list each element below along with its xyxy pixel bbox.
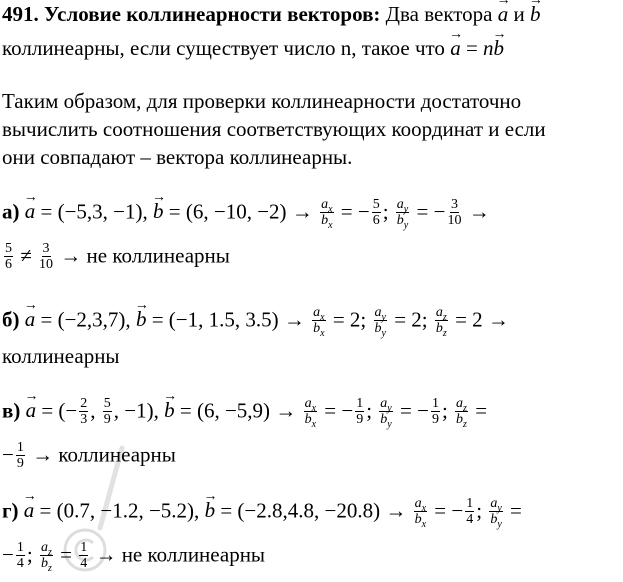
text-line [2,242,230,273]
denominator-var: b [435,321,443,336]
numerator: 1 [466,496,474,511]
text-run: и [508,2,530,26]
vector-symbol: → a [25,307,36,331]
subscript: x [328,219,333,231]
text-run: = − [319,398,354,423]
text-line [2,89,521,113]
text-run: = (−1, 1.5, 3.5) → [146,307,311,332]
vector-symbol: → b [494,36,505,60]
denominator-var: b [456,412,464,427]
fraction [312,305,325,339]
numerator: 5 [372,197,380,212]
denominator: 4 [80,556,88,571]
subscript: y [497,518,502,530]
text-run: = (6, −5,9) → [174,398,302,423]
text-run: → [463,199,490,224]
denominator [414,512,427,530]
numerator [374,305,387,321]
denominator: 9 [431,412,439,427]
subscript: z [47,562,52,574]
denominator: 6 [5,257,12,272]
vector-symbol: → b [530,2,541,26]
text-run: = 2; [327,307,372,332]
numeric-fraction [372,197,381,228]
numerator: 1 [16,540,24,555]
denominator [321,213,333,231]
subscript: y [381,311,386,323]
subscript: z [442,327,447,339]
denominator: 4 [16,556,24,571]
numerator-var: a [456,396,464,411]
text-run: = 2 → [449,307,509,332]
denominator-var: b [321,213,329,228]
numerator [489,496,502,512]
text-run: , [90,398,101,423]
vector-symbol: → a [25,199,36,223]
text-line [2,117,546,141]
numeric-fraction [447,197,461,228]
text-run: Два вектора [380,2,498,26]
subscript: z [47,546,52,558]
subscript: z [442,311,447,323]
text-line [2,344,120,368]
denominator: 9 [103,412,111,427]
denominator: 4 [466,512,474,527]
bold-label: г) [2,498,19,523]
denominator: 10 [447,213,462,228]
text-run: = − [394,398,429,423]
vector-symbol: → b [164,398,175,422]
denominator [380,412,392,430]
text-run: = [504,498,522,523]
text-line [2,441,176,472]
math-variable: n [483,36,494,60]
denominator [304,412,317,430]
numerator [379,396,392,412]
text-run: = (−2,3,7), [35,307,136,332]
numeric-fraction [79,396,88,427]
denominator: 3 [80,412,88,427]
numeric-fraction [4,241,13,272]
fraction [396,197,409,231]
numerator: 1 [431,396,439,411]
denominator-var: b [396,213,404,228]
text-run: , −1), [113,398,165,423]
numerator-var: a [490,496,498,511]
numerator: 3 [450,197,458,212]
text-run: = 2; [388,307,433,332]
text-run: − [2,542,14,567]
text-run: → не коллинеарны [55,243,230,268]
text-line [2,145,352,169]
fraction [40,540,53,574]
denominator: 6 [372,213,380,228]
fraction [435,305,448,339]
numerator: 5 [103,396,111,411]
text-line [2,198,490,229]
vector-symbol: → b [205,498,216,522]
numerator [312,305,325,321]
subscript: y [403,203,409,215]
text-run: = − [335,199,370,224]
text-line [2,306,509,337]
denominator [40,556,52,574]
numerator: 1 [16,440,24,455]
denominator [456,412,467,430]
subscript: y [497,502,502,514]
vector-symbol: → b [136,307,147,331]
numerator-var: a [380,396,388,411]
text-run: = (− [36,398,78,423]
text-run: = (−2.8,4.8, −20.8) → [215,498,412,523]
text-run: = [469,398,488,423]
text-line [2,541,265,572]
fraction [374,305,387,339]
subscript: x [421,502,427,514]
denominator-var: b [40,556,48,571]
subscript: z [463,402,467,414]
denominator-var: b [304,412,312,427]
fraction [304,396,317,430]
fraction [320,197,333,231]
numerator: 1 [356,396,364,411]
numerator [320,197,333,213]
numerator-var: a [40,540,48,555]
numerator [304,396,317,412]
numerator: 1 [80,540,88,555]
bold-label: б) [2,307,20,332]
vector-symbol: → a [498,2,509,26]
denominator-var: b [490,512,498,527]
numerator: 3 [42,241,50,256]
text-run: → не коллинеарны [90,542,266,567]
denominator [313,321,325,339]
text-line [2,497,522,528]
text-line [2,397,487,428]
numerator [40,540,53,556]
numerator [435,305,448,321]
text-run: = (0.7, −1.2, −5.2), [34,498,205,523]
numeric-fraction [431,396,440,427]
subscript: x [320,327,325,339]
text-run: ≠ [15,243,38,268]
denominator-var: b [380,412,388,427]
numerator-var: a [414,496,422,511]
text-run: ; [382,199,394,224]
text-run: = (6, −10, −2) → [163,199,319,224]
text-run: коллинеарны [2,344,120,368]
numerator [455,396,468,412]
fraction [489,496,502,530]
numerator-var: a [435,305,443,320]
text-run: → коллинеарны [26,442,176,467]
text-run: = − [429,498,464,523]
numerator: 5 [5,241,12,256]
text-line [2,36,504,60]
subscript: x [421,518,427,530]
fraction [455,396,468,430]
text-run: ; [366,398,378,423]
numeric-fraction [355,396,364,427]
text-run: ; [476,498,488,523]
denominator-var: b [374,321,382,336]
text-run: ; [441,398,454,423]
text-run: = [460,36,484,60]
numerator [414,496,427,512]
numerator-var: a [313,305,321,320]
text-run: ; [26,542,38,567]
numeric-fraction [79,540,88,571]
denominator [374,321,386,339]
denominator-var: b [414,512,422,527]
subscript: x [328,203,333,215]
denominator: 9 [356,412,364,427]
denominator [490,512,502,530]
subscript: x [311,402,317,414]
numeric-fraction [16,540,25,571]
text-run: они совпадают – вектора коллинеарны. [2,145,353,169]
vector-symbol: → a [24,498,35,522]
bold-label: а) [2,199,20,224]
numerator-var: a [304,396,312,411]
bold-label: в) [2,398,21,423]
subscript: y [381,327,386,339]
numerator-var: a [321,197,329,212]
numerator [396,197,409,213]
text-run: − [2,442,14,467]
text-run: Таким образом, для проверки коллинеарности достаточно [2,89,522,113]
text-run: = − [411,199,446,224]
numerator-var: a [396,197,404,212]
denominator: 9 [16,456,24,471]
denominator [435,321,447,339]
subscript: y [387,402,392,414]
subscript: y [387,418,392,430]
text-run: = [54,542,78,567]
denominator [396,213,409,231]
numeric-fraction [103,396,112,427]
numeric-fraction [39,241,53,272]
fraction [414,496,427,530]
vector-symbol: → a [26,398,37,422]
vector-symbol: → a [450,36,461,60]
subscript: x [311,418,317,430]
bold-label: 491. Условие коллинеарности векторов: [2,2,381,26]
numeric-fraction [16,440,25,471]
numerator-var: a [374,305,382,320]
fraction [379,396,392,430]
numerator: 2 [80,396,88,411]
text-run: вычислить соотношения соответствующих координат и если [2,117,546,141]
text-run: = (−5,3, −1), [35,199,154,224]
subscript: z [463,418,467,430]
subscript: x [320,311,325,323]
denominator: 10 [39,257,54,272]
subscript: y [403,219,409,231]
numeric-fraction [465,496,474,527]
text-run: коллинеарны, если существует число n, такое что [2,36,451,60]
denominator-var: b [313,321,321,336]
vector-symbol: → b [153,199,164,223]
